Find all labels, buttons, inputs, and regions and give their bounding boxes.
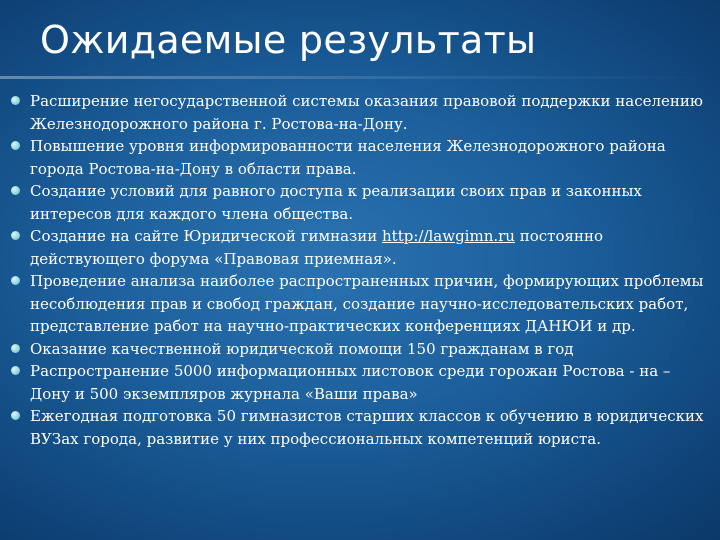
bullet-dot-icon (11, 411, 20, 420)
bullet-dot-icon (11, 366, 20, 375)
title-divider (0, 76, 720, 79)
slide-title: Ожидаемые результаты (40, 18, 537, 62)
bullet-text: Создание условий для равного доступа к реализации своих прав и законных интересов для каждого члена общества. (30, 182, 642, 223)
bullet-dot-icon (11, 276, 20, 285)
bullet-item (0, 405, 708, 450)
bullet-text-after-link: постоянно действующего форума «Правовая приемная». (30, 227, 603, 268)
bullet-text: Проведение анализа наиболее распространенных причин, формирующих проблемы несоблюдения прав и свобод граждан, создание научно-исследовательских работ, представление работ на научно-практических конференциях ДАНЮИ и др. (30, 272, 704, 335)
forum-site-link[interactable]: http://lawgimn.ru (382, 227, 515, 245)
bullet-text: Повышение уровня информированности населения Железнодорожного района города Ростова-на-Дону в области права. (30, 137, 666, 178)
bullet-text-before-link: Создание на сайте Юридической гимназии (30, 227, 383, 245)
bullet-dot-icon (11, 231, 20, 240)
bullet-item (0, 225, 708, 270)
bullet-item (0, 180, 708, 225)
bullet-text: Распространение 5000 информационных листовок среди горожан Ростова - на – Дону и 500 экземпляров журнала «Ваши права» (30, 362, 671, 403)
bullet-item (0, 90, 708, 135)
bullet-dot-icon (11, 96, 20, 105)
bullet-dot-icon (11, 344, 20, 353)
bullet-item (0, 360, 708, 405)
bullet-dot-icon (11, 186, 20, 195)
bullet-text: Расширение негосударственной системы оказания правовой поддержки населению Железнодорожного района г. Ростова-на-Дону. (30, 92, 703, 133)
bullet-list (0, 90, 708, 450)
bullet-text: Ежегодная подготовка 50 гимназистов старших классов к обучению в юридических ВУЗах города, развитие у них профессиональных компетенций юриста. (30, 407, 704, 448)
bullet-dot-icon (11, 141, 20, 150)
bullet-item (0, 270, 708, 338)
bullet-item (0, 135, 708, 180)
bullet-text: Оказание качественной юридической помощи 150 гражданам в год (30, 339, 574, 358)
bullet-item (0, 338, 708, 361)
